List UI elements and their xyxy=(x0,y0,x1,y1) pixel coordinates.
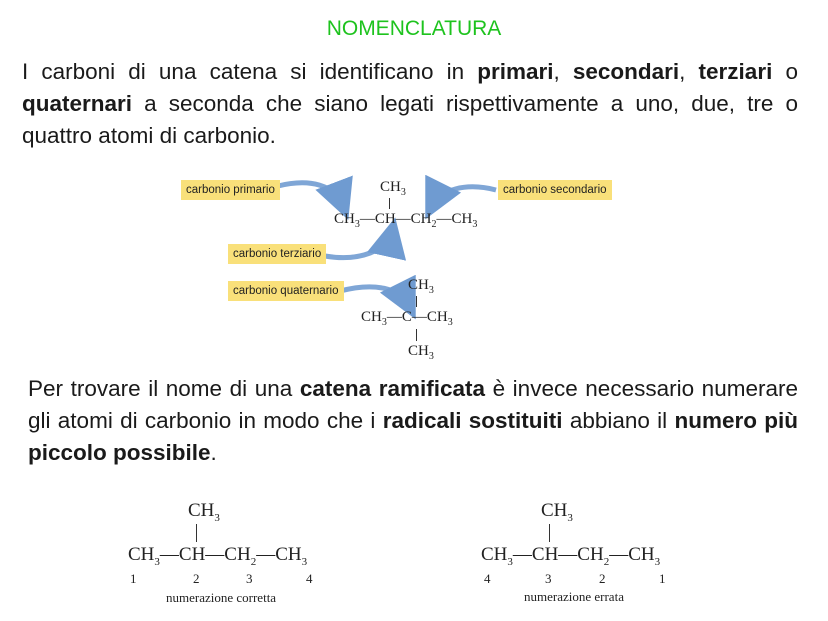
arrow-tertiary xyxy=(325,232,392,258)
label-carbonio-terziario: carbonio terziario xyxy=(228,244,326,264)
term-primari: primari xyxy=(477,59,554,84)
intro-text: a seconda che siano legati rispettivamente a uno, due, tre o quattro atomi di carbonio. xyxy=(22,91,798,148)
label-carbonio-quaternario: carbonio quaternario xyxy=(228,281,344,301)
term-numero-piu-piccolo: numero più piccolo possibile xyxy=(28,408,798,465)
arrow-secondary xyxy=(432,187,496,206)
formula-quat-bottom-ch3: $CH_3$ xyxy=(408,343,434,362)
bond-vertical xyxy=(416,329,417,341)
para2-text: Per trovare il nome di una xyxy=(28,376,300,401)
intro-text: , xyxy=(553,59,573,84)
formula-butane-chain: $CH_3—CH—CH_2—CH_3$ xyxy=(334,211,478,230)
bond-vertical xyxy=(416,296,417,307)
bond-vertical xyxy=(389,198,390,209)
page-title: NOMENCLATURA xyxy=(326,17,502,40)
term-terziari: terziari xyxy=(698,59,773,84)
para2-text: . xyxy=(210,440,217,465)
carbon-number: 3 xyxy=(246,571,253,586)
carbon-number: 2 xyxy=(599,571,606,586)
carbon-number: 4 xyxy=(306,571,313,586)
caption-numerazione-errata: numerazione errata xyxy=(524,589,624,604)
caption-numerazione-corretta: numerazione corretta xyxy=(166,590,277,605)
carbon-number: 3 xyxy=(545,571,552,586)
arrow-quaternary xyxy=(340,287,409,306)
intro-text: I carboni di una catena si identificano in xyxy=(22,59,478,84)
bond-vertical xyxy=(196,524,197,542)
label-carbonio-secondario: carbonio secondario xyxy=(498,180,612,200)
intro-text: o xyxy=(772,59,798,84)
term-secondari: secondari xyxy=(572,59,680,84)
carbon-number: 1 xyxy=(130,571,137,586)
formula-quat-top-ch3: $CH_3$ xyxy=(408,277,434,296)
formula-quat-chain: $CH_3—C—CH_3$ xyxy=(361,309,453,328)
carbon-number: 2 xyxy=(193,571,200,586)
arrow-primary xyxy=(278,183,343,206)
formula-ch3-branch: $CH_3$ xyxy=(188,500,220,524)
term-radicali-sostituiti: radicali sostituiti xyxy=(382,408,563,433)
carbon-number: 1 xyxy=(659,571,666,586)
formula-ch3-branch: $CH_3$ xyxy=(541,500,573,524)
bond-vertical xyxy=(549,524,550,542)
formula-main-chain: $CH_3—CH—CH_2—CH_3$ xyxy=(128,544,308,568)
term-catena-ramificata: catena ramificata xyxy=(299,376,486,401)
term-quaternari: quaternari xyxy=(22,91,133,116)
intro-text: , xyxy=(679,59,699,84)
para2-text: abbiano il xyxy=(562,408,675,433)
formula-main-chain: $CH_3—CH—CH_2—CH_3$ xyxy=(481,544,661,568)
branched-chain-paragraph xyxy=(28,373,798,469)
formula-top-ch3: $CH_3$ xyxy=(380,179,406,198)
label-carbonio-primario: carbonio primario xyxy=(181,180,280,200)
carbon-number: 4 xyxy=(484,571,491,586)
para2-text: è invece necessario numerare gli atomi di carbonio in modo che i xyxy=(28,376,798,433)
